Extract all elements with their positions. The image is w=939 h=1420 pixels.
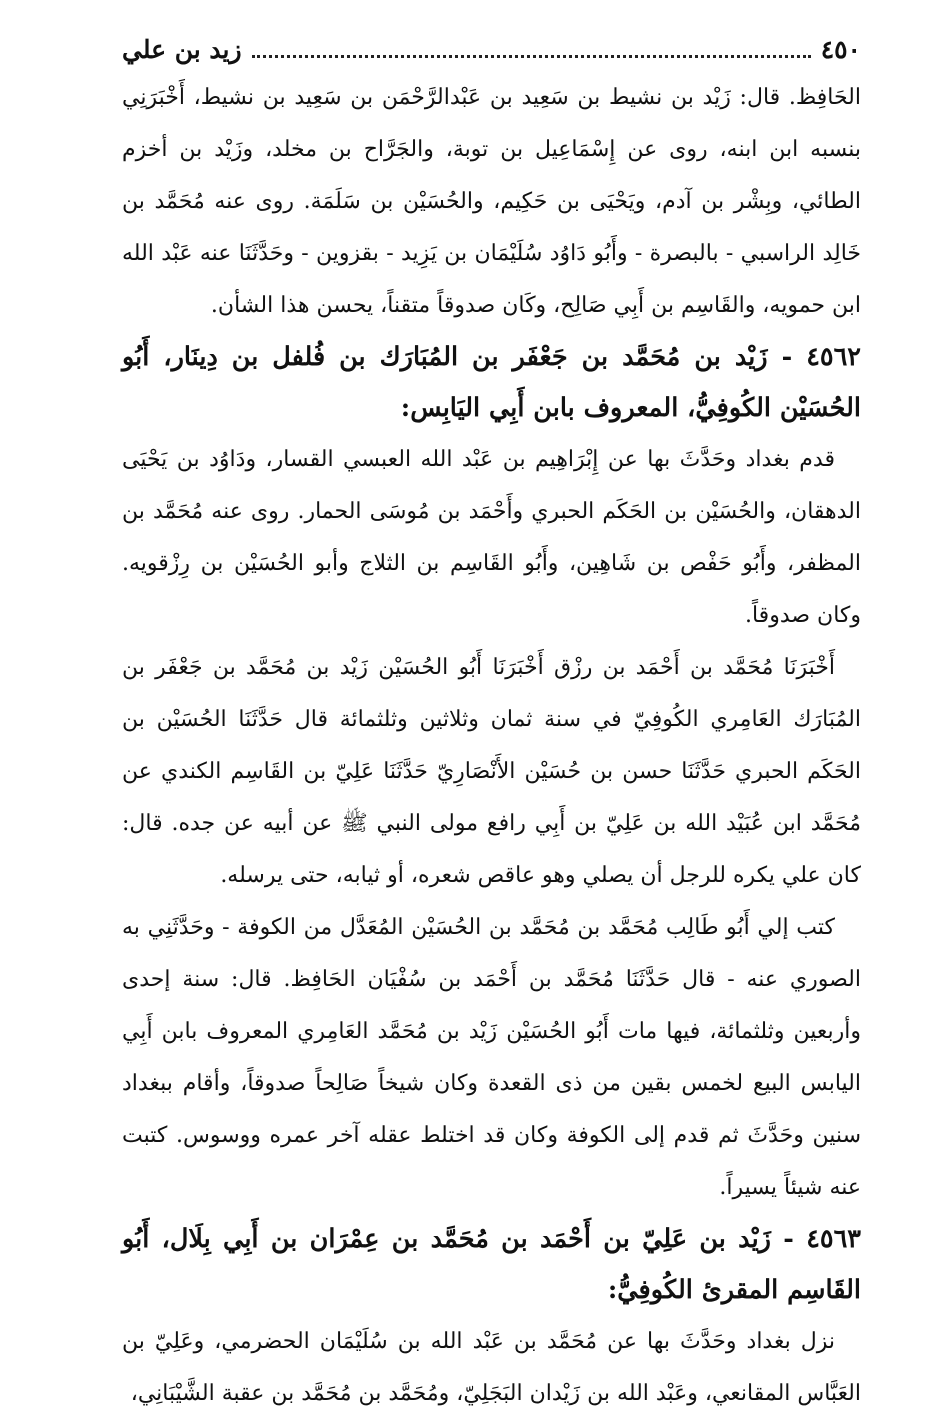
entry-heading-4562: ٤٥٦٢ - زَيْد بن مُحَمَّد بن جَعْفَر بن المُبَارَك بن فُلفل بن دِينَار، أَبُو الحُسَيْن الكُوفِيُّ، المعروف بابن أَبِي اليَابِس: — [122, 342, 861, 423]
running-title: زيد بن علي — [122, 35, 242, 64]
paragraph-continued: الحَافِظ. قال: زَيْد بن نشيط بن سَعِيد بن عَبْدالرَّحْمَن بن سَعِيد بن نشيط، أَخْبَرَنِي بنسبه ابن ابنه، روى عن إِسْمَاعِيل بن توبة، والجَرَّاح بن مخلد، وزَيْد بن أخزم الطائي، وبِشْر بن آدم، ويَحْيَى بن حَكِيم، والحُسَيْن بن سَلَمَة. روى عنه مُحَمَّد بن خَالِد الراسبي - بالبصرة - وأَبُو دَاوُد سُلَيْمَان بن يَزِيد - بقزوين - وحَدَّثَنَا عنه عَبْد الله ابن حمويه، والقَاسِم بن أَبِي صَالِح، وكَان صدوقاً متقناً، يحسن هذا الشأن. — [122, 85, 861, 318]
entry-heading-4563: ٤٥٦٣ - زَيْد بن عَلِيّ بن أَحْمَد بن مُحَمَّد بن عِمْرَان بن أَبِي بِلَال، أَبُو القَاسِم المقرئ الكُوفِيُّ: — [122, 1224, 861, 1305]
paragraph-biography-4563: نزل بغداد وحَدَّثَ بها عن مُحَمَّد بن عَبْد الله بن سُلَيْمَان الحضرمي، وعَلِيّ بن العَبَّاس المقانعي، وعَبْد الله بن زَيْدان البَجَلِيّ، ومُحَمَّد بن مُحَمَّد بن عقبة الشَّيْبَانِي، — [122, 1329, 861, 1406]
paragraph-biography: قدم بغداد وحَدَّثَ بها عن إِبْرَاهِيم بن عَبْد الله العبسي القسار، ودَاوُد بن يَحْيَى الدهقان، والحُسَيْن بن الحَكَم الحبري وأَحْمَد بن مُوسَى الحمار. روى عنه مُحَمَّد بن المظفر، وأَبُو حَفْص بن شَاهِين، وأَبُو القَاسِم بن الثلاج وأبو الحُسَيْن بن رِزْقويه. وكان صدوقاً. — [122, 447, 861, 628]
dotted-leader — [252, 55, 811, 58]
paragraph-hadith-chain: أَخْبَرَنَا مُحَمَّد بن أَحْمَد بن رزْق أَخْبَرَنَا أَبُو الحُسَيْن زَيْد بن مُحَمَّد بن جَعْفَر بن المُبَارَك العَامِري الكُوفِيّ في سنة ثمان وثلاثين وثلثمائة قال حَدَّثَنَا الحُسَيْن بن الحَكَم الحبري حَدَّثَنَا حسن بن حُسَيْن الأَنْصَارِيّ حَدَّثَنَا عَلِيّ بن القَاسِم الكندي عن مُحَمَّد ابن عُبَيْد الله بن عَلِيّ بن أَبِي رافع مولى النبي ﷺ عن أبيه عن جده. قال: كان علي يكره للرجل أن يصلي وهو عاقص شعره، أو ثيابه، حتى يرسله. — [122, 655, 861, 888]
running-head — [122, 32, 861, 72]
paragraph-death-report: كتب إلي أَبُو طَالِب مُحَمَّد بن مُحَمَّد بن الحُسَيْن المُعَدَّل من الكوفة - وحَدَّثَنِي به الصوري عنه - قال حَدَّثَنَا مُحَمَّد بن أَحْمَد بن سُفْيَان الحَافِظ. قال: سنة إحدى وأربعين وثلثمائة، فيها مات أَبُو الحُسَيْن زَيْد بن مُحَمَّد العَامِري المعروف بابن أَبِي اليابس البيع لخمس بقين من ذى القعدة وكان شيخاً صَالِحاً صدوقاً، وأقام ببغداد سنين وحَدَّثَ ثم قدم إلى الكوفة وكان قد اختلط عقله آخر عمره ووسوس. كتبت عنه شيئاً يسيراً. — [122, 915, 861, 1200]
page-number: ٤٥٠ — [820, 35, 861, 64]
